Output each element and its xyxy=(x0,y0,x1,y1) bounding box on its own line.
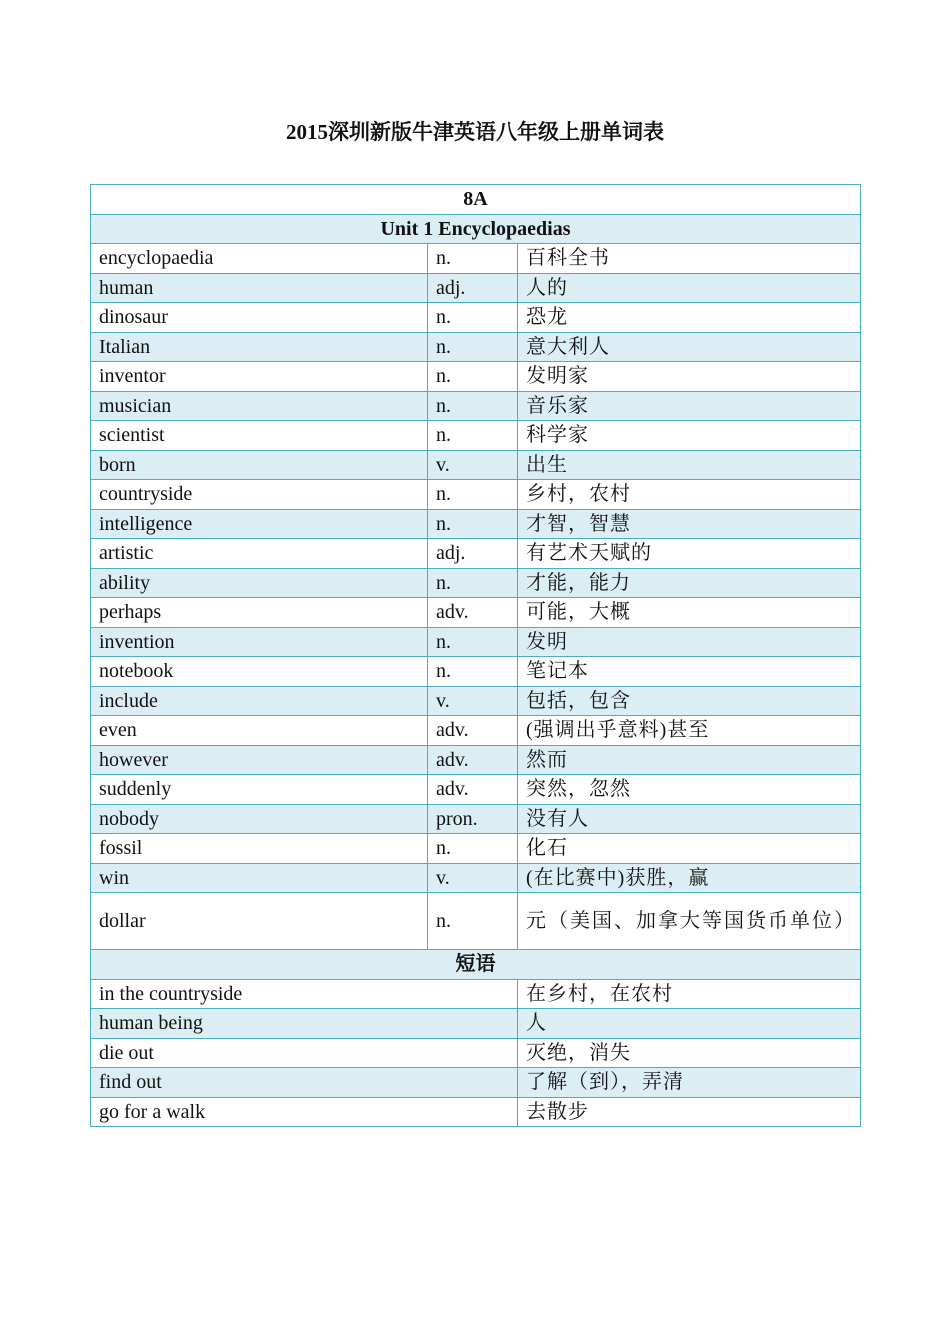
phrase-row xyxy=(91,979,861,1009)
book-header: 8A xyxy=(91,185,861,215)
word-english: scientist xyxy=(91,421,428,451)
phrase-chinese: 去散步 xyxy=(518,1097,861,1127)
word-chinese: 才能，能力 xyxy=(518,568,861,598)
word-part-of-speech: n. xyxy=(428,627,518,657)
word-row xyxy=(91,362,861,392)
word-english: born xyxy=(91,450,428,480)
word-part-of-speech: n. xyxy=(428,244,518,274)
word-chinese: (在比赛中)获胜，赢 xyxy=(518,863,861,893)
word-row xyxy=(91,834,861,864)
word-part-of-speech: adv. xyxy=(428,745,518,775)
phrase-english: in the countryside xyxy=(91,979,518,1009)
word-english: however xyxy=(91,745,428,775)
word-english: notebook xyxy=(91,657,428,687)
word-row xyxy=(91,745,861,775)
word-chinese: 才智，智慧 xyxy=(518,509,861,539)
word-chinese: 化石 xyxy=(518,834,861,864)
phrase-chinese: 人 xyxy=(518,1009,861,1039)
word-row xyxy=(91,775,861,805)
word-row xyxy=(91,450,861,480)
word-part-of-speech: adv. xyxy=(428,775,518,805)
word-english: inventor xyxy=(91,362,428,392)
word-part-of-speech: n. xyxy=(428,303,518,333)
word-part-of-speech: adj. xyxy=(428,273,518,303)
word-row xyxy=(91,539,861,569)
word-row xyxy=(91,716,861,746)
phrase-chinese: 灭绝，消失 xyxy=(518,1038,861,1068)
phrase-english: go for a walk xyxy=(91,1097,518,1127)
word-chinese: 人的 xyxy=(518,273,861,303)
word-chinese: 元（美国、加拿大等国货币单位） xyxy=(518,893,861,950)
page-title: 2015深圳新版牛津英语八年级上册单词表 xyxy=(286,120,664,144)
word-chinese: 没有人 xyxy=(518,804,861,834)
word-part-of-speech: n. xyxy=(428,509,518,539)
word-row xyxy=(91,863,861,893)
word-chinese: 突然，忽然 xyxy=(518,775,861,805)
word-part-of-speech: n. xyxy=(428,568,518,598)
word-row xyxy=(91,509,861,539)
word-row xyxy=(91,244,861,274)
word-english: countryside xyxy=(91,480,428,510)
word-part-of-speech: adv. xyxy=(428,598,518,628)
phrase-chinese: 了解（到），弄清 xyxy=(518,1068,861,1098)
word-part-of-speech: n. xyxy=(428,657,518,687)
word-row xyxy=(91,332,861,362)
word-part-of-speech: v. xyxy=(428,450,518,480)
vocabulary-table xyxy=(90,184,861,1127)
word-part-of-speech: n. xyxy=(428,362,518,392)
word-part-of-speech: n. xyxy=(428,391,518,421)
phrase-row xyxy=(91,1068,861,1098)
phrases-header-row xyxy=(91,950,861,980)
word-chinese: 然而 xyxy=(518,745,861,775)
word-row xyxy=(91,303,861,333)
word-english: nobody xyxy=(91,804,428,834)
word-row xyxy=(91,421,861,451)
word-row xyxy=(91,657,861,687)
phrase-row xyxy=(91,1009,861,1039)
word-part-of-speech: n. xyxy=(428,332,518,362)
word-chinese: 音乐家 xyxy=(518,391,861,421)
word-english: ability xyxy=(91,568,428,598)
word-row xyxy=(91,273,861,303)
word-english: perhaps xyxy=(91,598,428,628)
word-english: dinosaur xyxy=(91,303,428,333)
word-row xyxy=(91,804,861,834)
word-chinese: 可能，大概 xyxy=(518,598,861,628)
word-chinese: 笔记本 xyxy=(518,657,861,687)
phrase-english: human being xyxy=(91,1009,518,1039)
word-english: fossil xyxy=(91,834,428,864)
word-english: musician xyxy=(91,391,428,421)
word-part-of-speech: n. xyxy=(428,480,518,510)
word-part-of-speech: n. xyxy=(428,421,518,451)
word-part-of-speech: pron. xyxy=(428,804,518,834)
word-part-of-speech: n. xyxy=(428,893,518,950)
word-chinese: 意大利人 xyxy=(518,332,861,362)
word-row xyxy=(91,686,861,716)
phrase-english: die out xyxy=(91,1038,518,1068)
phrase-row xyxy=(91,1097,861,1127)
word-chinese: 出生 xyxy=(518,450,861,480)
word-row xyxy=(91,893,861,950)
word-chinese: (强调出乎意料)甚至 xyxy=(518,716,861,746)
word-english: invention xyxy=(91,627,428,657)
word-english: dollar xyxy=(91,893,428,950)
word-part-of-speech: v. xyxy=(428,686,518,716)
word-part-of-speech: v. xyxy=(428,863,518,893)
book-header-row xyxy=(91,185,861,215)
word-part-of-speech: n. xyxy=(428,834,518,864)
word-row xyxy=(91,598,861,628)
word-english: encyclopaedia xyxy=(91,244,428,274)
word-row xyxy=(91,627,861,657)
word-chinese: 科学家 xyxy=(518,421,861,451)
word-part-of-speech: adj. xyxy=(428,539,518,569)
word-row xyxy=(91,391,861,421)
word-row xyxy=(91,480,861,510)
word-english: include xyxy=(91,686,428,716)
phrases-header: 短语 xyxy=(91,950,861,980)
word-chinese: 包括，包含 xyxy=(518,686,861,716)
phrase-chinese: 在乡村，在农村 xyxy=(518,979,861,1009)
word-chinese: 百科全书 xyxy=(518,244,861,274)
word-part-of-speech: adv. xyxy=(428,716,518,746)
phrase-english: find out xyxy=(91,1068,518,1098)
word-chinese: 有艺术天赋的 xyxy=(518,539,861,569)
word-chinese: 发明 xyxy=(518,627,861,657)
phrase-row xyxy=(91,1038,861,1068)
unit-header: Unit 1 Encyclopaedias xyxy=(91,214,861,244)
word-chinese: 发明家 xyxy=(518,362,861,392)
word-english: intelligence xyxy=(91,509,428,539)
word-english: artistic xyxy=(91,539,428,569)
word-english: win xyxy=(91,863,428,893)
word-chinese: 乡村，农村 xyxy=(518,480,861,510)
word-english: human xyxy=(91,273,428,303)
word-english: even xyxy=(91,716,428,746)
word-chinese: 恐龙 xyxy=(518,303,861,333)
unit-header-row xyxy=(91,214,861,244)
word-english: Italian xyxy=(91,332,428,362)
word-english: suddenly xyxy=(91,775,428,805)
word-row xyxy=(91,568,861,598)
